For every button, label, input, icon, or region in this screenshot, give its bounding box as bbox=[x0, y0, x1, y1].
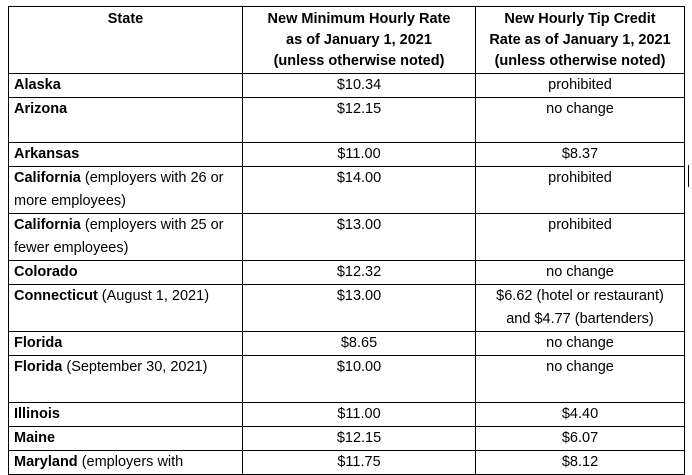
tip-cell: $8.37 bbox=[476, 143, 685, 167]
state-cell: Arkansas bbox=[9, 143, 243, 167]
rate-cell: $11.75 bbox=[243, 451, 476, 475]
state-cell: California (employers with 26 or more employees) bbox=[9, 167, 243, 214]
table-row bbox=[9, 356, 685, 403]
tip-cell: no change bbox=[476, 261, 685, 285]
header-row bbox=[9, 7, 685, 74]
state-cell: California (employers with 25 or fewer employees) bbox=[9, 214, 243, 261]
table-row bbox=[9, 143, 685, 167]
table-row bbox=[9, 403, 685, 427]
rate-cell: $12.32 bbox=[243, 261, 476, 285]
tip-cell: prohibited bbox=[476, 214, 685, 261]
tip-cell: no change bbox=[476, 98, 685, 143]
tip-cell: no change bbox=[476, 356, 685, 403]
tip-cell: $8.12 bbox=[476, 451, 685, 475]
table-row bbox=[9, 261, 685, 285]
header-tip-credit: New Hourly Tip Credit Rate as of January 1, 2021 (unless otherwise noted) bbox=[476, 7, 685, 74]
state-cell: Illinois bbox=[9, 403, 243, 427]
minimum-wage-table bbox=[8, 6, 685, 475]
rate-cell: $12.15 bbox=[243, 98, 476, 143]
tip-cell: $6.07 bbox=[476, 427, 685, 451]
tip-cell: prohibited bbox=[476, 167, 685, 214]
rate-cell: $13.00 bbox=[243, 285, 476, 332]
table-row bbox=[9, 74, 685, 98]
rate-cell: $14.00 bbox=[243, 167, 476, 214]
tip-cell: $6.62 (hotel or restaurant) and $4.77 (bartenders) bbox=[476, 285, 685, 332]
tip-cell: no change bbox=[476, 332, 685, 356]
state-cell: Florida bbox=[9, 332, 243, 356]
table-row bbox=[9, 214, 685, 261]
rate-cell: $12.15 bbox=[243, 427, 476, 451]
state-cell: Maryland (employers with bbox=[9, 451, 243, 475]
state-cell: Maine bbox=[9, 427, 243, 451]
state-cell: Alaska bbox=[9, 74, 243, 98]
table-row bbox=[9, 167, 685, 214]
rate-cell: $13.00 bbox=[243, 214, 476, 261]
state-cell: Arizona bbox=[9, 98, 243, 143]
tip-cell: prohibited bbox=[476, 74, 685, 98]
text-cursor-mark bbox=[688, 165, 689, 187]
rate-cell: $8.65 bbox=[243, 332, 476, 356]
state-cell: Colorado bbox=[9, 261, 243, 285]
table-row bbox=[9, 451, 685, 475]
table-row bbox=[9, 285, 685, 332]
table-row bbox=[9, 332, 685, 356]
header-min-rate: New Minimum Hourly Rate as of January 1, 2021 (unless otherwise noted) bbox=[243, 7, 476, 74]
rate-cell: $11.00 bbox=[243, 143, 476, 167]
table-row bbox=[9, 427, 685, 451]
table-row bbox=[9, 98, 685, 143]
header-state: State bbox=[9, 7, 243, 74]
state-cell: Connecticut (August 1, 2021) bbox=[9, 285, 243, 332]
state-cell: Florida (September 30, 2021) bbox=[9, 356, 243, 403]
rate-cell: $10.34 bbox=[243, 74, 476, 98]
rate-cell: $10.00 bbox=[243, 356, 476, 403]
rate-cell: $11.00 bbox=[243, 403, 476, 427]
tip-cell: $4.40 bbox=[476, 403, 685, 427]
